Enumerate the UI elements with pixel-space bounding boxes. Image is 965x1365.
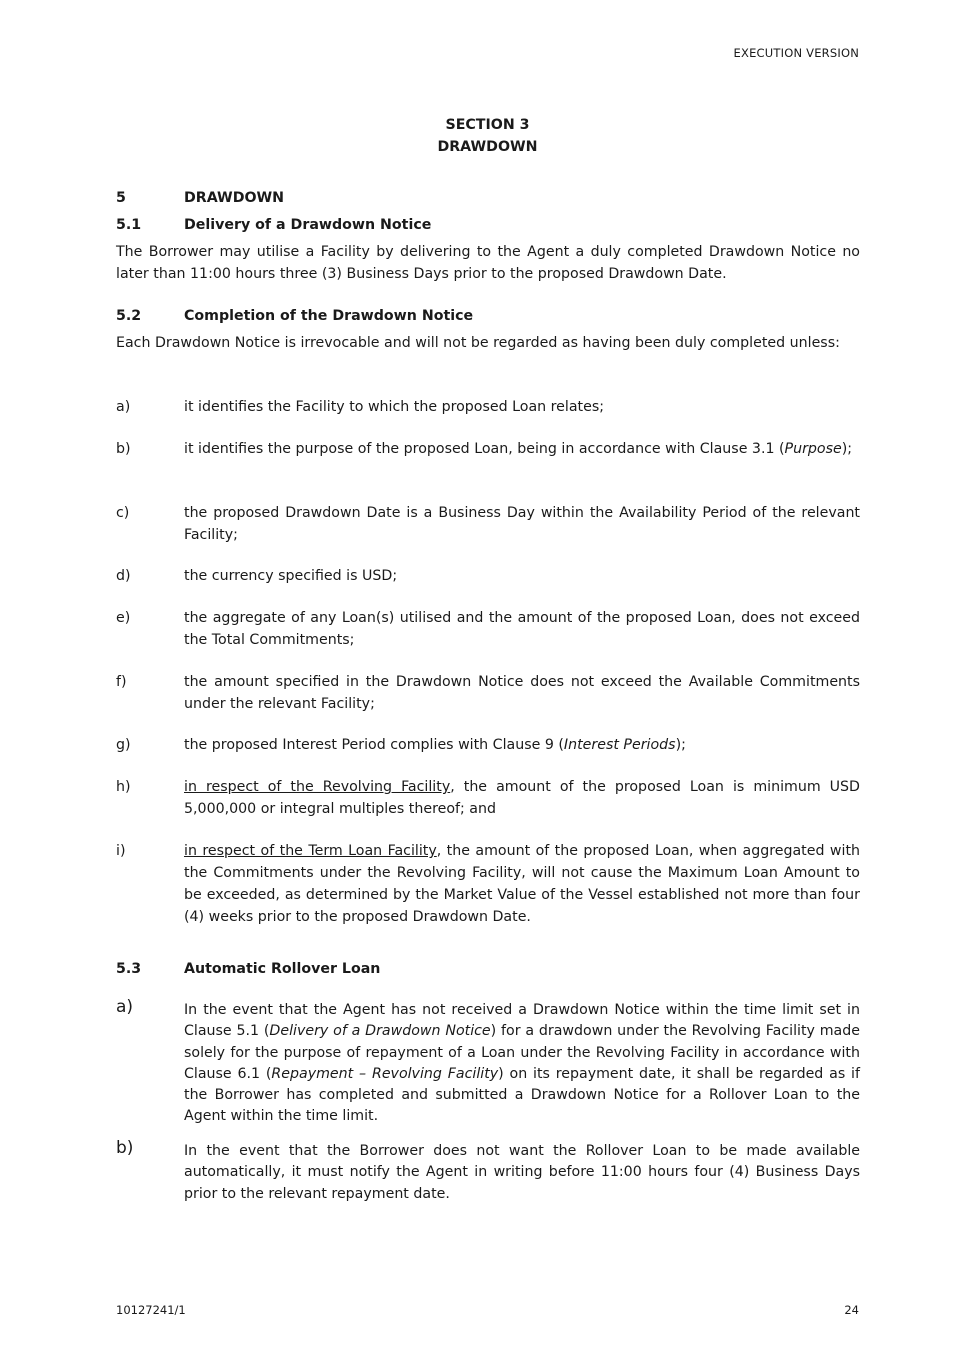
clause-number: 5 <box>116 190 126 206</box>
rollover-item-b <box>116 1138 860 1205</box>
section-number: SECTION 3 <box>445 117 530 133</box>
item-label: d) <box>116 568 131 584</box>
list-item-d <box>116 565 860 587</box>
cross-reference: Interest Periods <box>563 737 676 753</box>
clause-number: 5.2 <box>116 308 142 324</box>
item-text: the proposed Interest Period complies with Clause 9 (Interest Periods); <box>184 737 686 753</box>
cross-reference: Purpose <box>784 441 842 457</box>
list-item-b <box>116 438 860 460</box>
item-text: it identifies the purpose of the proposed Loan, being in accordance with Clause 3.1 (Purpose); <box>184 441 853 457</box>
item-text: the aggregate of any Loan(s) utilised and the amount of the proposed Loan, does not exceed the Total Commitments; <box>184 610 860 648</box>
section-title: DRAWDOWN <box>437 139 538 155</box>
list-item-h <box>116 776 860 820</box>
item-label: b) <box>116 441 131 457</box>
item-label: e) <box>116 610 131 626</box>
item-text: In the event that the Agent has not received a Drawdown Notice within the time limit set in Clause 5.1 (Delivery of a Drawdown Notice) for a drawdown under the Revolving Facility made solely for the purpose of repayment of a Loan under the Revolving Facility in accordance with Clause 6.1 (Repayment – Revolving Facility) on its repayment date, it shall be regarded as if the Borrower has completed and submitted a Drawdown Notice for a Rollover Loan to the Agent within the time limit. <box>184 1002 860 1125</box>
clause-number: 5.1 <box>116 217 142 233</box>
clause-title: DRAWDOWN <box>184 190 285 206</box>
page-number: 24 <box>844 1303 859 1317</box>
item-label: g) <box>116 737 131 753</box>
clause-title: Completion of the Drawdown Notice <box>184 308 474 324</box>
list-item-g <box>116 734 860 756</box>
underlined-phrase: in respect of the Term Loan Facility <box>184 843 437 859</box>
list-item-a <box>116 396 860 418</box>
list-item-i <box>116 840 860 928</box>
item-text: the currency specified is USD; <box>184 568 398 584</box>
item-label: h) <box>116 779 131 795</box>
list-item-c <box>116 502 860 546</box>
item-text: it identifies the Facility to which the proposed Loan relates; <box>184 399 604 415</box>
clause-5-2-intro: Each Drawdown Notice is irrevocable and will not be regarded as having been duly completed unless: <box>116 335 840 351</box>
cross-reference: Delivery of a Drawdown Notice <box>269 1023 491 1040</box>
item-text: in respect of the Revolving Facility, the amount of the proposed Loan is minimum USD 5,000,000 or integral multiples thereof; and <box>184 779 860 817</box>
document-reference: 10127241/1 <box>116 1303 186 1317</box>
item-label: a) <box>116 399 131 415</box>
item-label: i) <box>116 843 126 859</box>
list-item-e <box>116 607 860 651</box>
item-label: c) <box>116 505 130 521</box>
clause-number: 5.3 <box>116 961 142 977</box>
item-label: b) <box>116 1138 134 1158</box>
clause-title: Delivery of a Drawdown Notice <box>184 217 432 233</box>
item-label: a) <box>116 997 134 1017</box>
list-item-f <box>116 671 860 715</box>
underlined-phrase: in respect of the Revolving Facility <box>184 779 451 795</box>
clause-title: Automatic Rollover Loan <box>184 961 381 977</box>
clause-5-1-text: The Borrower may utilise a Facility by delivering to the Agent a duly completed Drawdown Notice no later than 11:00 hours three (3) Business Days prior to the proposed Drawdown Date. <box>116 244 860 282</box>
execution-version-label: EXECUTION VERSION <box>733 46 859 60</box>
item-text: In the event that the Borrower does not want the Rollover Loan to be made available automatically, it must notify the Agent in writing before 11:00 hours four (4) Business Days prior to the relevant repayment date. <box>184 1143 860 1202</box>
item-label: f) <box>116 674 127 690</box>
cross-reference: Repayment – Revolving Facility <box>271 1065 499 1082</box>
rollover-item-a <box>116 997 860 1128</box>
item-text: in respect of the Term Loan Facility, the amount of the proposed Loan, when aggregated with the Commitments under the Revolving Facility, will not cause the Maximum Loan Amount to be exceeded, as determined by the Market Value of the Vessel established not more than four (4) weeks prior to the proposed Drawdown Date. <box>184 843 861 925</box>
item-text: the proposed Drawdown Date is a Business Day within the Availability Period of the relevant Facility; <box>184 505 860 543</box>
item-text: the amount specified in the Drawdown Notice does not exceed the Available Commitments under the relevant Facility; <box>184 674 860 712</box>
